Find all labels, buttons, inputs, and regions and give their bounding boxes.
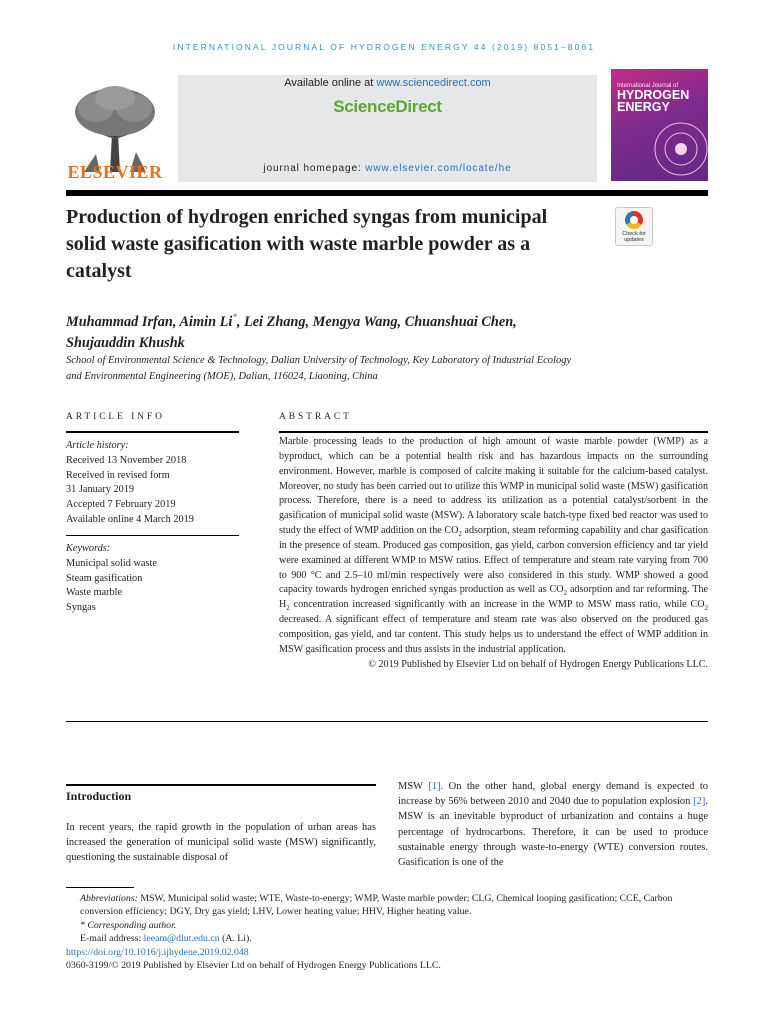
intro-text: MSW [398,781,429,792]
authors-part2: , Lei Zhang, Mengya Wang, Chuanshuai Chen, [236,313,517,330]
article-history [66,439,241,528]
sciencedirect-link[interactable]: www.sciencedirect.com [376,77,491,89]
keywords-label: Keywords: [66,543,111,554]
cover-title-line2: ENERGY [617,100,670,114]
doi-link[interactable]: https://doi.org/10.1016/j.ijhydene.2019.02.048 [66,946,249,958]
footnotes [66,892,708,972]
elsevier-wordmark: ELSEVIER [67,162,163,182]
affiliation-line2: and Environmental Engineering (MOE), Dalian, 116024, Liaoning, China [66,371,378,382]
keyword-item: Syngas [66,602,96,614]
abstract-text: concentration increased significantly with an increase in the WMP to MSW mass ratio, while CO [289,599,705,611]
keywords [66,542,241,616]
history-item: 31 January 2019 [66,484,135,496]
sciencedirect-logo: ScienceDirect [333,97,442,116]
introduction-heading: Introduction [66,789,132,803]
abbreviations-text: MSW, Municipal solid waste; WTE, Waste-to-energy; WMP, Waste marble powder; CLG, Chemical looping gasification; CCE, Carbon conversion efficiency; DGY, Dry gas yield; LHV, Lower heating value; HHV, Higher heating value. [80,893,673,918]
email-prefix: E-mail address: [80,933,144,945]
email-suffix: (A. Li). [219,933,252,945]
check-for-updates-button[interactable] [615,207,653,246]
abstract-text: adsorption and tar reforming. The H [279,584,708,611]
introduction-rule [66,784,376,786]
abstract-rule [279,431,708,433]
abstract-text: decreased. A significant effect of temperature and steam rate was also observed on the produced gas composition, gas yield, and tar content. This study helps us to understand the effect of WMP addition in MSW gasification process and thus assists in the industrial application. [279,614,708,655]
journal-homepage-link[interactable]: www.elsevier.com/locate/he [365,163,512,174]
abstract-heading: ABSTRACT [279,412,352,422]
check-updates-icon-center [630,216,638,224]
abbreviations-label: Abbreviations: [80,893,138,904]
subscript: 2 [458,530,462,539]
footnote-rule [66,887,134,888]
reference-link[interactable]: [2] [693,796,706,808]
keyword-item: Steam gasification [66,572,143,584]
check-updates-line2: updates [624,237,644,243]
available-prefix: Available online at [284,77,374,89]
intro-text: . MSW is an inevitable byproduct of urbanization and contains a huge percentage of hydrocarbons. Therefore, it can be used to produce sustainable energy through waste-to-energy (WTE) conversion routes. Gasification is one of the [398,796,708,869]
history-label: Article history: [66,440,129,451]
header-rule [66,190,708,196]
cover-title-line1: HYDROGEN [617,88,690,102]
available-online-line [178,77,597,89]
article-info-rule [66,431,239,433]
keyword-item: Waste marble [66,587,123,599]
check-updates-label [616,231,652,243]
check-updates-line1: Check for [622,231,646,237]
check-updates-icon [625,211,643,229]
article-title: Production of hydrogen enriched syngas from municipal solid waste gasification with waste marble powder as a catalyst [66,206,548,282]
affiliation [66,353,706,385]
authors-part1: Muhammad Irfan, Aimin Li [66,313,233,330]
subscript: 2 [286,604,290,613]
authors-part3: Shujauddin Khushk [66,334,185,351]
abstract-copyright: © 2019 Published by Elsevier Ltd on behalf of Hydrogen Energy Publications LLC. [368,658,708,670]
subscript: 2 [704,604,708,613]
abstract-body [279,435,708,673]
intro-text: . On the other hand, global energy demand is expected to increase by 56% between 2010 and 2040 due to population explosion [398,781,708,808]
history-item: Received in revised form [66,469,170,481]
journal-homepage-line [178,163,597,174]
corresponding-author-mark[interactable]: * [232,312,237,322]
introduction-left-column: In recent years, the rapid growth in the population of urban areas has increased the generation of municipal solid waste (MSW) significantly, questioning the sustainable disposal of [66,822,376,864]
subscript: 2 [563,589,567,598]
affiliation-line1: School of Environmental Science & Technology, Dalian University of Technology, Key Laboratory of Industrial Ecology [66,355,572,366]
abstract-text: Marble processing leads to the production of high amount of waste marble powder (WMP) as a byproduct, which can be a potential health risk and has hazardous impacts on the surrounding environment. However, marble is composed of calcite making it suitable for the calcium-based catalyst. Moreover, no study has been carried out to utilize this WMP in municipal solid waste (MSW) gasification process. Therefore, there is a need to address its utilization as a potential catalyst/sorbent in the gasification of municipal solid waste (MSW). A laboratory scale batch-type fixed bed reactor was used to study the effect of WMP addition on the CO [279,436,708,537]
history-item: Accepted 7 February 2019 [66,499,176,511]
keywords-rule [66,535,239,536]
corresponding-author-note: * Corresponding author. [80,919,177,931]
article-info-heading: ARTICLE INFO [66,412,165,422]
abstract-paragraph [279,435,708,658]
history-item: Received 13 November 2018 [66,454,187,466]
author-email-link[interactable]: leeam@dlut.edu.cn [143,933,220,945]
reference-link[interactable]: [1] [428,781,441,792]
abstract-text: adsorption, steam reforming capability and char gasification in the presence of steam. Produced gas composition, gas yield, carbon conversion efficiency and tar yield were examined at different WMP to MSW ratios. Effect of temperature and steam rate varying from 700 to 900 °C and 2.5–10 ml/min respectively were also considered in this study. WMP showed a good capacity towards hydrogen enriched syngas production as well as CO [279,525,708,596]
homepage-prefix: journal homepage: [263,163,362,174]
issn-copyright: 0360-3199/© 2019 Published by Elsevier Ltd on behalf of Hydrogen Energy Publications LLC. [66,960,441,972]
email-footnote [66,932,708,945]
cover-subtitle: International Journal of [617,83,679,89]
author-list [66,307,706,354]
keyword-item: Municipal solid waste [66,557,157,569]
cover-graphic [641,119,708,179]
section-divider [66,721,708,722]
introduction-right-column [398,779,708,870]
history-item: Available online 4 March 2019 [66,513,194,525]
journal-cover-image [611,69,708,181]
abbreviations-footnote [66,892,708,919]
running-head: INTERNATIONAL JOURNAL OF HYDROGEN ENERGY 44 (2019) 8051–8061 [172,42,596,52]
sciencedirect-banner [178,75,597,182]
cover-title [617,89,707,113]
